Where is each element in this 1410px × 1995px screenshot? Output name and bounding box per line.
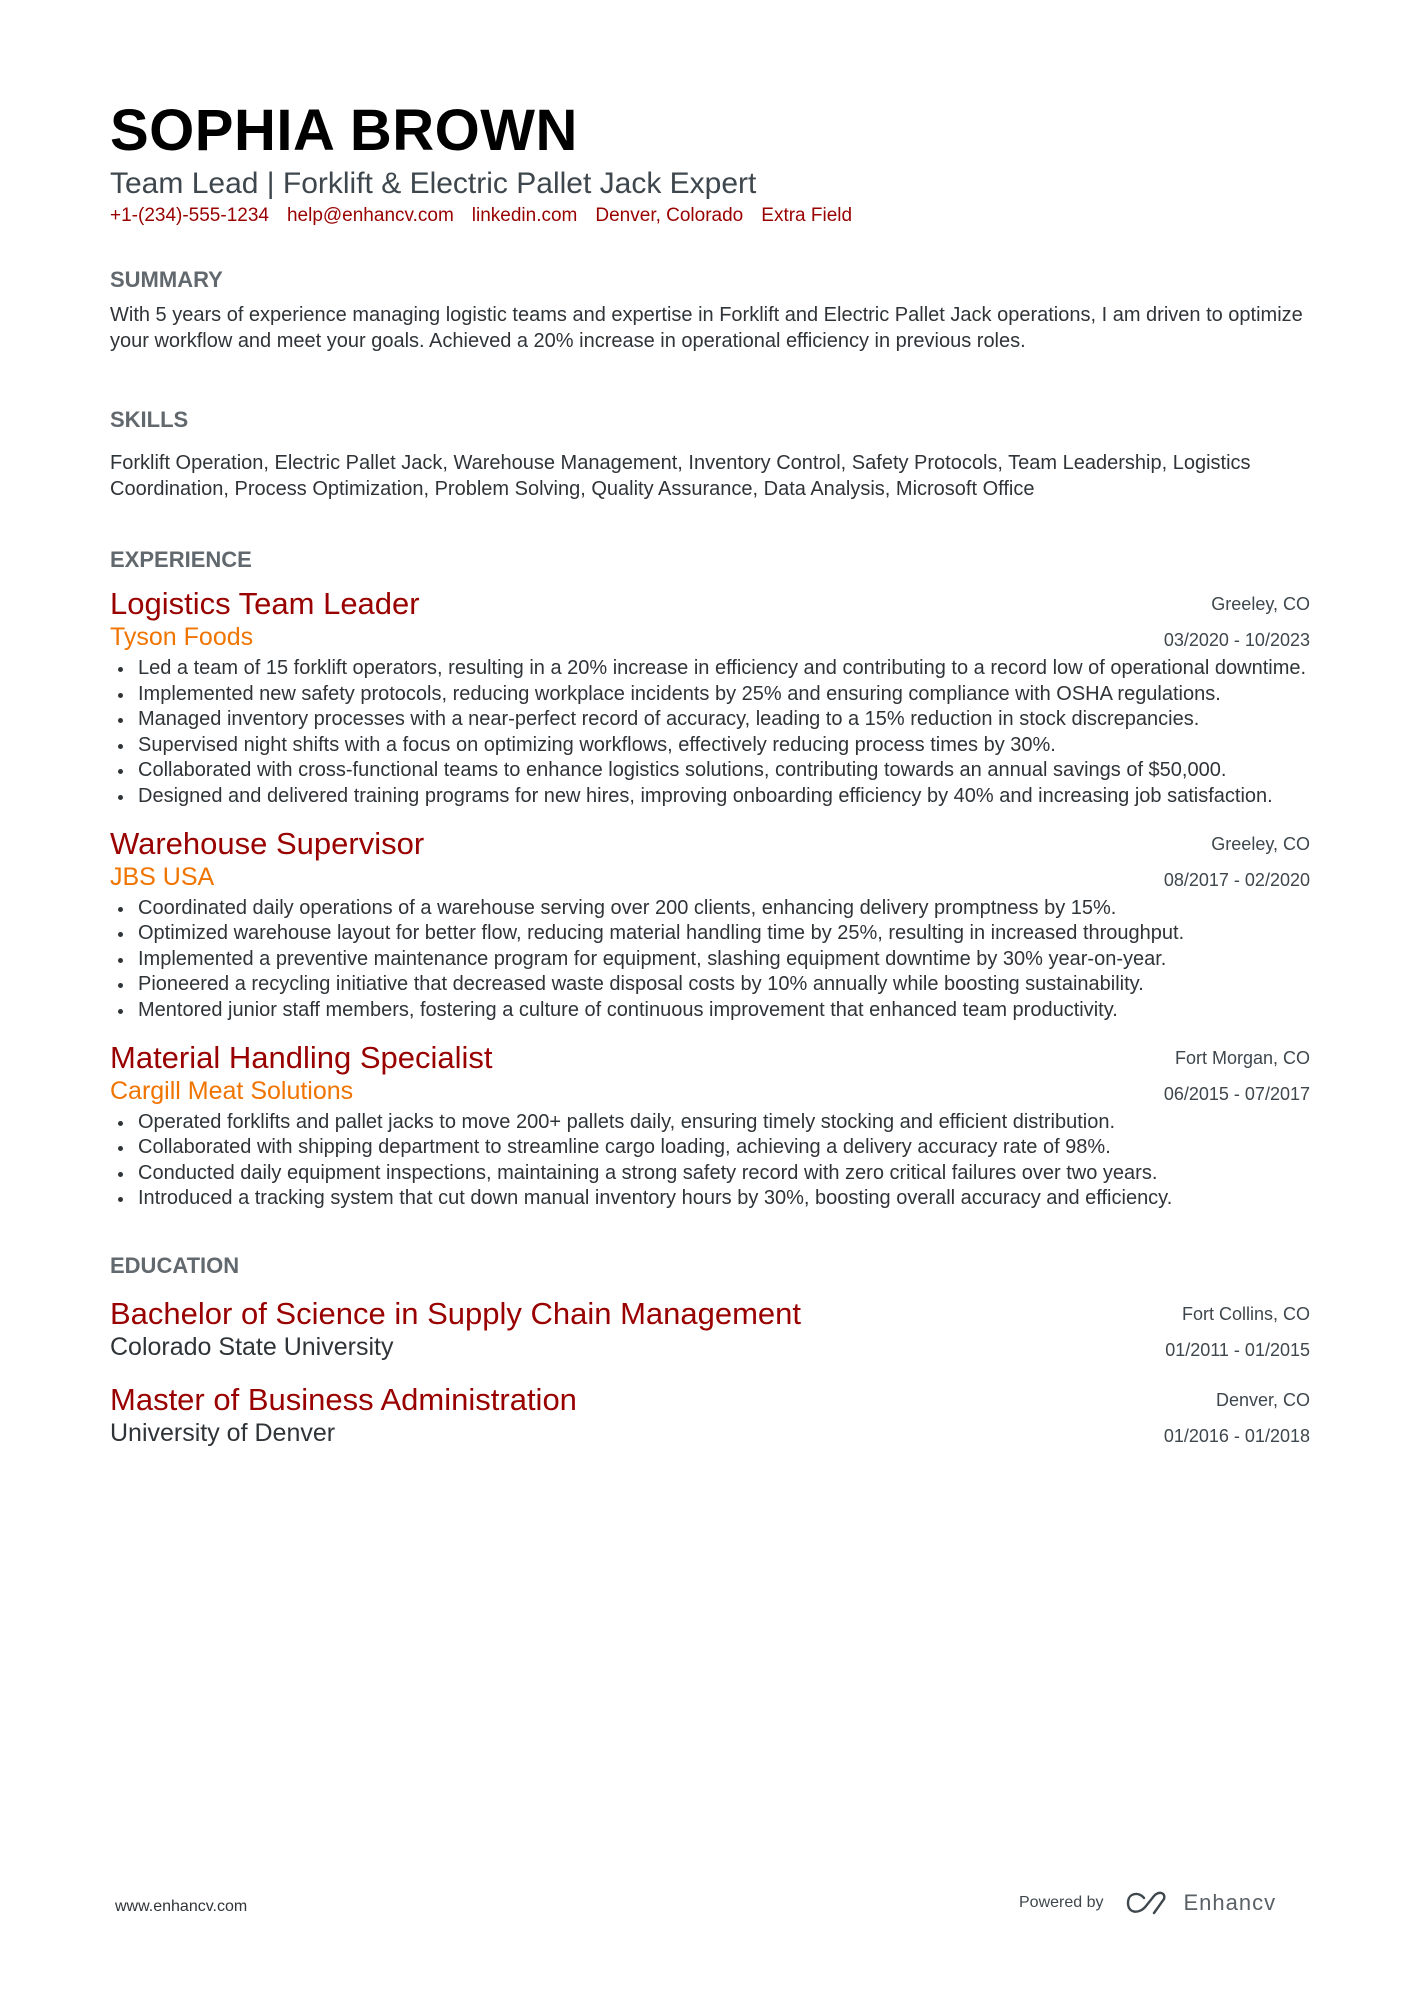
phone: +1-(234)-555-1234: [110, 205, 269, 226]
job-location: Fort Morgan, CO: [1174, 1047, 1310, 1068]
education-dates: 01/2011 - 01/2015: [1165, 1339, 1310, 1360]
bullet-item: Implemented a preventive maintenance program for equipment, slashing equipment downtime by 30% year-on-year.: [110, 947, 1310, 973]
bullet-item: Collaborated with cross-functional teams to enhance logistics solutions, contributing towards an annual savings of $50,000.: [110, 758, 1310, 784]
bullet-item: Mentored junior staff members, fostering a culture of continuous improvement that enhanced team productivity.: [110, 998, 1310, 1024]
job-dates: 03/2020 - 10/2023: [1163, 630, 1310, 650]
resume: [110, 98, 1310, 1448]
email-link[interactable]: help@enhancv.com: [286, 205, 454, 226]
bullet-item: Introduced a tracking system that cut down manual inventory hours by 30%, boosting overall accuracy and efficiency.: [110, 1186, 1310, 1212]
powered-by-label: Powered by: [1019, 1894, 1104, 1911]
school-location: Fort Collins, CO: [1181, 1303, 1310, 1324]
company-name: JBS USA: [110, 862, 215, 891]
footer-website[interactable]: www.enhancv.com: [115, 1898, 248, 1915]
bullet-item: Collaborated with shipping department to streamline cargo loading, achieving a delivery accuracy rate of 98%.: [110, 1135, 1310, 1161]
bullet-item: Optimized warehouse layout for better flow, reducing material handling time by 25%, resulting in increased throughput.: [110, 921, 1310, 947]
job-location: Greeley, CO: [1211, 833, 1310, 854]
job-bullets: [110, 896, 1310, 1024]
skills-heading: SKILLS: [110, 407, 189, 432]
job-dates: 08/2017 - 02/2020: [1163, 869, 1310, 890]
skills-text: Forklift Operation, Electric Pallet Jack, Warehouse Management, Inventory Control, Safety Protocols, Team Leadership, Logistics Coordination, Process Optimization, Problem Solving, Quality Assurance, Data Analysis, Microsoft Office: [110, 452, 1251, 500]
school-name: University of Denver: [110, 1418, 336, 1447]
company-name: Tyson Foods: [110, 623, 254, 651]
enhancv-logo-icon: [1124, 1890, 1172, 1916]
school-location: Denver, CO: [1215, 1389, 1310, 1410]
job-bullets: [110, 656, 1310, 810]
summary-heading: SUMMARY: [110, 267, 223, 292]
experience-heading: EXPERIENCE: [110, 547, 252, 572]
enhancv-brand: Enhancv: [1183, 1890, 1277, 1915]
school-name: Colorado State University: [110, 1332, 394, 1361]
bullet-item: Designed and delivered training programs for new hires, improving onboarding efficiency by 40% and increasing job satisfaction.: [110, 784, 1310, 810]
education-dates: 01/2016 - 01/2018: [1163, 1425, 1310, 1446]
summary-text: With 5 years of experience managing logistic teams and expertise in Forklift and Electric Pallet Jack operations, I am driven to optimize your workflow and meet your goals. Achieved a 20% increase in operational efficiency in previous roles.: [110, 304, 1303, 352]
bullet-item: Coordinated daily operations of a warehouse serving over 200 clients, enhancing delivery promptness by 15%.: [110, 896, 1310, 922]
location: Denver, Colorado: [595, 205, 744, 226]
candidate-title: Team Lead | Forklift & Electric Pallet Jack Expert: [110, 167, 757, 200]
bullet-item: Operated forklifts and pallet jacks to move 200+ pallets daily, ensuring timely stocking and efficient distribution.: [110, 1110, 1310, 1136]
education-heading: EDUCATION: [110, 1252, 240, 1278]
bullet-item: Implemented new safety protocols, reducing workplace incidents by 25% and ensuring compliance with OSHA regulations.: [110, 682, 1310, 708]
company-name: Cargill Meat Solutions: [110, 1076, 354, 1105]
linkedin-link[interactable]: linkedin.com: [471, 205, 578, 226]
bullet-item: Pioneered a recycling initiative that decreased waste disposal costs by 10% annually while boosting sustainability.: [110, 972, 1310, 998]
extra-field: Extra Field: [761, 205, 853, 226]
contact-line: [110, 204, 1310, 228]
job-entry: [110, 826, 1310, 1024]
degree: Master of Business Administration: [110, 1381, 577, 1417]
degree: Bachelor of Science in Supply Chain Management: [110, 1295, 802, 1331]
job-entry: [110, 586, 1310, 810]
bullet-item: Supervised night shifts with a focus on optimizing workflows, effectively reducing process times by 30%.: [110, 733, 1310, 759]
bullet-item: Conducted daily equipment inspections, maintaining a strong safety record with zero critical failures over two years.: [110, 1161, 1310, 1187]
job-location: Greeley, CO: [1211, 594, 1310, 614]
job-title: Warehouse Supervisor: [110, 825, 425, 861]
job-title: Material Handling Specialist: [110, 1039, 493, 1075]
education-entry: [110, 1296, 1310, 1362]
job-dates: 06/2015 - 07/2017: [1163, 1083, 1310, 1104]
job-entry: [110, 1040, 1310, 1212]
job-title: Logistics Team Leader: [110, 586, 420, 621]
bullet-item: Led a team of 15 forklift operators, resulting in a 20% increase in efficiency and contributing to a record low of operational downtime.: [110, 656, 1310, 682]
education-entry: [110, 1382, 1310, 1448]
bullet-item: Managed inventory processes with a near-perfect record of accuracy, leading to a 15% reduction in stock discrepancies.: [110, 707, 1310, 733]
job-bullets: [110, 1110, 1310, 1212]
footer-branding: [1019, 1890, 1276, 1916]
candidate-name: SOPHIA BROWN: [110, 98, 578, 163]
